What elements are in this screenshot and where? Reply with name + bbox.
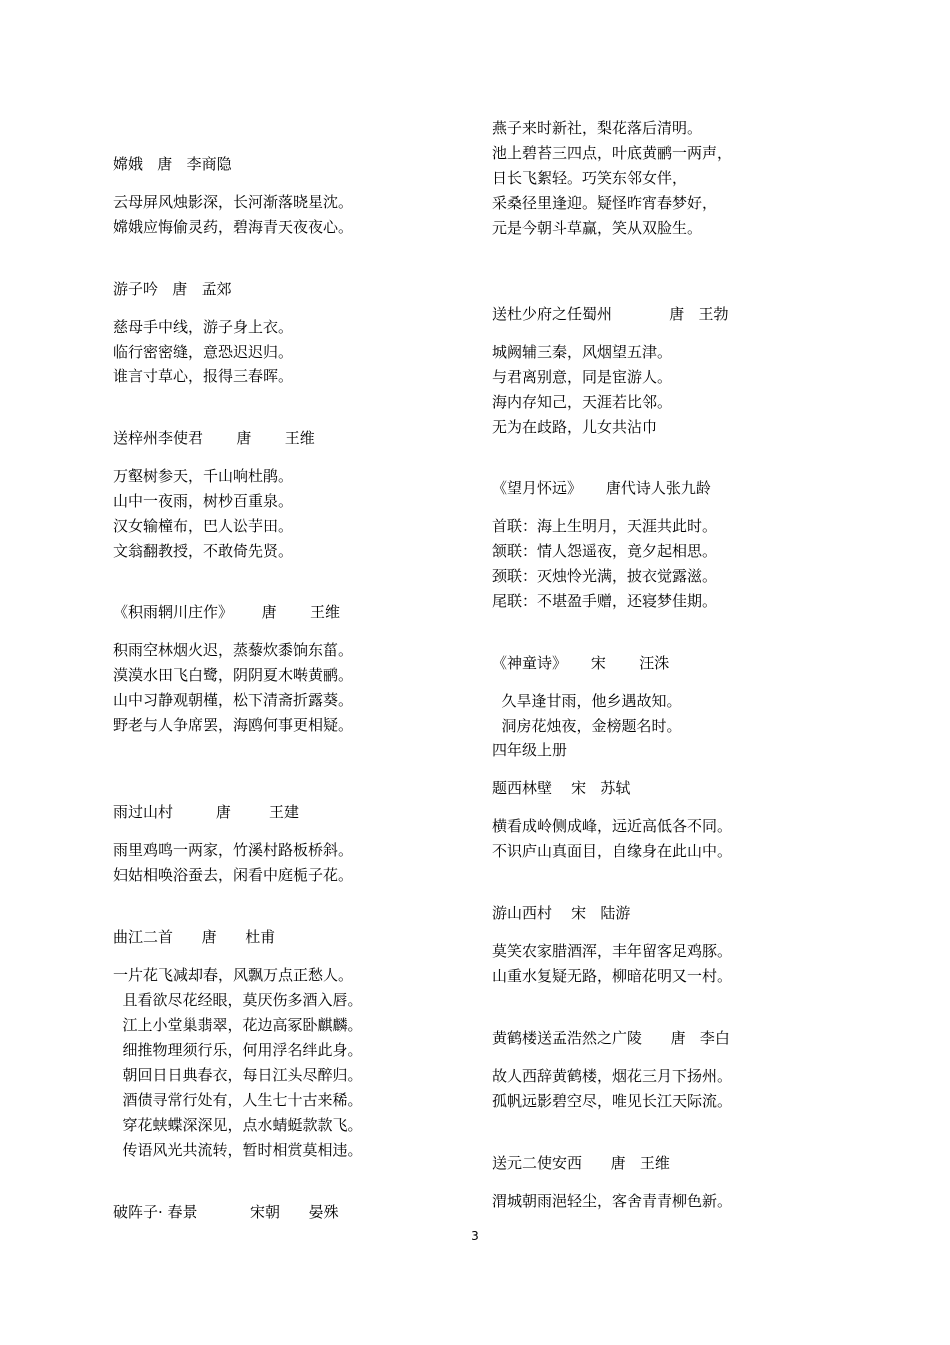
poem-line: 临行密密缝，意恐迟迟归。	[113, 343, 294, 361]
poem-line: 海内存知己，天涯若比邻。	[492, 393, 673, 411]
poem-line: 万壑树参天，千山响杜鹃。	[113, 467, 294, 485]
poem-line: 山重水复疑无路，柳暗花明又一村。	[492, 967, 733, 985]
poem-line: 山中一夜雨，树杪百重泉。	[113, 492, 294, 510]
poem-line: 颔联：情人怨遥夜，竟夕起相思。	[492, 542, 718, 560]
poem-title: 《积雨辋川庄作》 唐 王维	[113, 603, 340, 621]
poem-title: 《望月怀远》 唐代诗人张九龄	[492, 479, 711, 497]
poem-line: 漠漠水田飞白鹭，阴阴夏木啭黄鹂。	[113, 666, 354, 684]
poem-title: 题西林壁 宋 苏轼	[492, 779, 631, 797]
poem-line: 汉女输橦布，巴人讼芋田。	[113, 517, 294, 535]
poem-title: 破阵子· 春景 宋朝 晏殊	[113, 1203, 339, 1221]
poem-title: 雨过山村 唐 王建	[113, 803, 300, 821]
poem-line: 孤帆远影碧空尽，唯见长江天际流。	[492, 1092, 733, 1110]
poem-line: 山中习静观朝槿，松下清斋折露葵。	[113, 691, 354, 709]
poem-line: 城阙辅三秦，风烟望五津。	[492, 343, 673, 361]
poem-line: 云母屏风烛影深，长河渐落晓星沈。	[113, 193, 354, 211]
poem-line: 元是今朝斗草赢，笑从双脸生。	[492, 219, 703, 237]
poem-line: 洞房花烛夜，金榜题名时。	[492, 717, 682, 735]
poem-title: 黄鹤楼送孟浩然之广陵 唐 李白	[492, 1029, 730, 1047]
poem-line: 积雨空林烟火迟，蒸藜炊黍饷东菑。	[113, 641, 354, 659]
poem-line: 且看欲尽花经眼，莫厌伤多酒入唇。	[113, 991, 363, 1009]
poem-line: 故人西辞黄鹤楼，烟花三月下扬州。	[492, 1067, 733, 1085]
poem-title: 曲江二首 唐 杜甫	[113, 928, 276, 946]
poem-line: 江上小堂巢翡翠，花边高冢卧麒麟。	[113, 1016, 363, 1034]
poem-line: 与君离别意，同是宦游人。	[492, 368, 673, 386]
poem-line: 细推物理须行乐，何用浮名绊此身。	[113, 1041, 363, 1059]
poem-line: 传语风光共流转，暂时相赏莫相违。	[113, 1141, 363, 1159]
poem-title: 《神童诗》 宋 汪洙	[492, 654, 670, 672]
poem-title: 送梓州李使君 唐 王维	[113, 429, 315, 447]
poem-line: 燕子来时新社，梨花落后清明。	[492, 119, 703, 137]
poem-line: 妇姑相唤浴蚕去，闲看中庭栀子花。	[113, 866, 354, 884]
poem-title: 送杜少府之任蜀州 唐 王勃	[492, 305, 729, 323]
poem-line: 酒债寻常行处有，人生七十古来稀。	[113, 1091, 363, 1109]
poem-title: 游山西村 宋 陆游	[492, 904, 631, 922]
poem-line: 采桑径里逢迎。疑怪昨宵春梦好，	[492, 194, 718, 212]
section-heading: 四年级上册	[492, 741, 568, 759]
poem-title: 嫦娥 唐 李商隐	[113, 155, 232, 173]
poem-line: 朝回日日典春衣，每日江头尽醉归。	[113, 1066, 363, 1084]
poem-line: 久旱逢甘雨，他乡遇故知。	[492, 692, 682, 710]
poem-line: 首联：海上生明月，天涯共此时。	[492, 517, 718, 535]
poem-line: 日长飞絮轻。巧笑东邻女伴，	[492, 169, 688, 187]
poem-line: 不识庐山真面目，自缘身在此山中。	[492, 842, 733, 860]
poem-line: 无为在歧路，儿女共沾巾	[492, 418, 658, 436]
poem-line: 文翁翻教授，不敢倚先贤。	[113, 542, 294, 560]
poem-line: 横看成岭侧成峰，远近高低各不同。	[492, 817, 733, 835]
page-number: 3	[471, 1229, 479, 1243]
poem-line: 慈母手中线，游子身上衣。	[113, 318, 294, 336]
poem-title: 游子吟 唐 孟郊	[113, 280, 232, 298]
poem-line: 谁言寸草心，报得三春晖。	[113, 367, 294, 385]
poem-line: 颈联：灭烛怜光满，披衣觉露滋。	[492, 567, 718, 585]
poem-line: 渭城朝雨浥轻尘，客舍青青柳色新。	[492, 1192, 733, 1210]
poem-title: 送元二使安西 唐 王维	[492, 1154, 670, 1172]
poem-line: 野老与人争席罢，海鸥何事更相疑。	[113, 716, 354, 734]
poem-line: 莫笑农家腊酒浑，丰年留客足鸡豚。	[492, 942, 733, 960]
poem-line: 穿花蛱蝶深深见，点水蜻蜓款款飞。	[113, 1116, 363, 1134]
poem-line: 一片花飞减却春，风飘万点正愁人。	[113, 966, 354, 984]
poem-line: 嫦娥应悔偷灵药，碧海青天夜夜心。	[113, 218, 354, 236]
poem-line: 雨里鸡鸣一两家，竹溪村路板桥斜。	[113, 841, 354, 859]
poem-line: 尾联：不堪盈手赠，还寝梦佳期。	[492, 592, 718, 610]
poem-line: 池上碧苔三四点，叶底黄鹂一两声，	[492, 144, 733, 162]
